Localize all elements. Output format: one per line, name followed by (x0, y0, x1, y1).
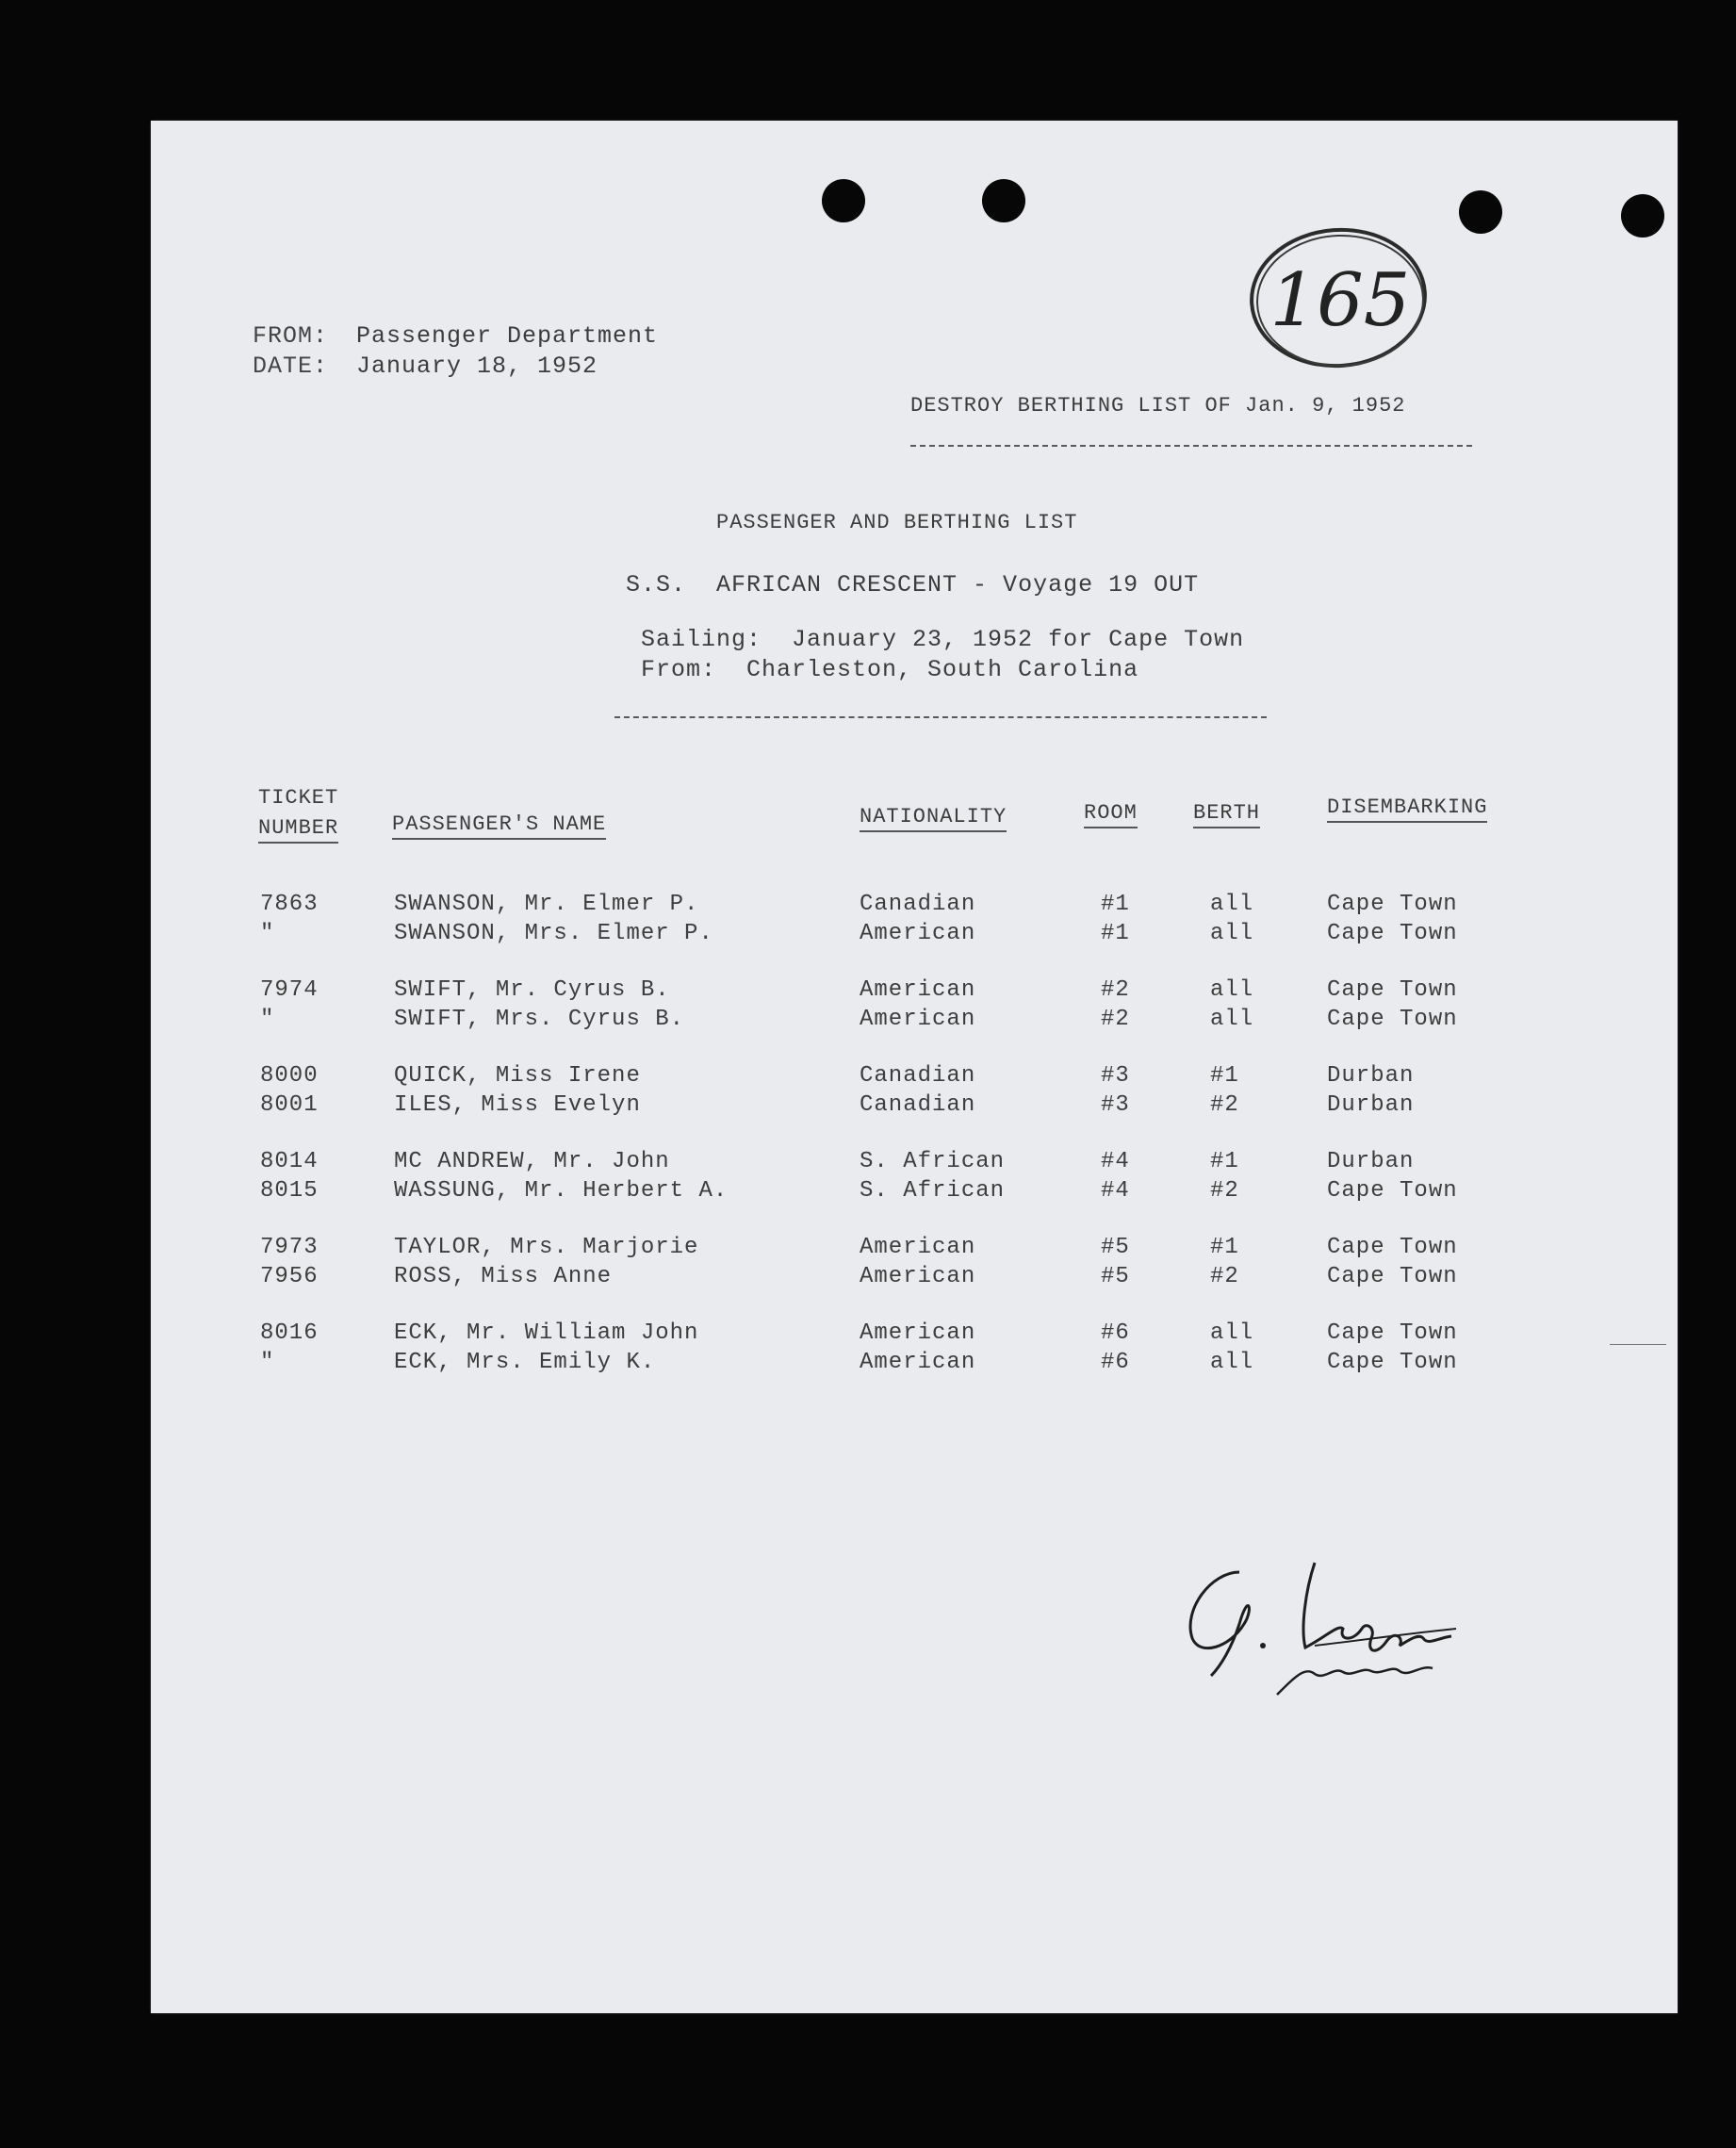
passenger-name: TAYLOR, Mrs. Marjorie (394, 1235, 699, 1260)
disembarking: Cape Town (1327, 1178, 1458, 1204)
berth: all (1210, 921, 1254, 946)
nationality: Canadian (860, 1092, 976, 1118)
ticket-number: 8016 (260, 1320, 319, 1346)
room: #5 (1101, 1264, 1130, 1289)
disembarking: Cape Town (1327, 1350, 1458, 1375)
disembarking: Cape Town (1327, 1235, 1458, 1260)
passenger-name: ILES, Miss Evelyn (394, 1092, 641, 1118)
ticket-number: 7974 (260, 977, 319, 1003)
nationality: American (860, 1320, 976, 1346)
header-room: ROOM (1084, 801, 1138, 828)
ticket-number: 7973 (260, 1235, 319, 1260)
disembarking: Cape Town (1327, 1264, 1458, 1289)
disembarking: Cape Town (1327, 892, 1458, 917)
disembarking: Durban (1327, 1092, 1415, 1118)
document-page (151, 121, 1678, 2013)
from-value: Passenger Department (356, 322, 659, 350)
punch-hole (1621, 194, 1664, 238)
room: #2 (1101, 1007, 1130, 1032)
disembarking: Cape Town (1327, 977, 1458, 1003)
master-signature (1173, 1534, 1522, 1704)
date-value: January 18, 1952 (356, 353, 598, 380)
berth: #2 (1210, 1092, 1239, 1118)
nationality: American (860, 1007, 976, 1032)
passenger-name: ROSS, Miss Anne (394, 1264, 613, 1289)
nationality: Canadian (860, 892, 976, 917)
berth: #2 (1210, 1264, 1239, 1289)
room: #5 (1101, 1235, 1130, 1260)
disembarking: Cape Town (1327, 1007, 1458, 1032)
berth: all (1210, 892, 1254, 917)
header-nationality: NATIONALITY (860, 805, 1007, 832)
ticket-number: " (260, 1007, 275, 1032)
room: #1 (1101, 921, 1130, 946)
destroy-note: DESTROY BERTHING LIST OF Jan. 9, 1952 (910, 394, 1406, 418)
room: #6 (1101, 1320, 1130, 1346)
ticket-number: " (260, 1350, 275, 1375)
nationality: American (860, 1350, 976, 1375)
nationality: American (860, 1235, 976, 1260)
room: #6 (1101, 1350, 1130, 1375)
margin-mark (1610, 1344, 1666, 1345)
passenger-name: WASSUNG, Mr. Herbert A. (394, 1178, 729, 1204)
punch-hole (822, 179, 865, 222)
berth: all (1210, 977, 1254, 1003)
header-ticket-1: TICKET (258, 786, 339, 810)
passenger-name: MC ANDREW, Mr. John (394, 1149, 670, 1174)
room: #3 (1101, 1092, 1130, 1118)
ticket-number: 8014 (260, 1149, 319, 1174)
berth: #1 (1210, 1063, 1239, 1089)
berth: #1 (1210, 1149, 1239, 1174)
room: #3 (1101, 1063, 1130, 1089)
ticket-number: 8015 (260, 1178, 319, 1204)
sailing-line: Sailing: January 23, 1952 for Cape Town (641, 626, 1245, 653)
ticket-number: 7863 (260, 892, 319, 917)
berth: all (1210, 1350, 1254, 1375)
page-number-stamp (1246, 220, 1431, 376)
ticket-number: 8001 (260, 1092, 319, 1118)
passenger-name: SWANSON, Mrs. Elmer P. (394, 921, 713, 946)
header-disembarking: DISEMBARKING (1327, 795, 1487, 823)
signature-text: G. Legnis Master (1343, 1702, 1352, 1703)
from-port-line: From: Charleston, South Carolina (641, 656, 1139, 683)
berth: all (1210, 1320, 1254, 1346)
ticket-number: " (260, 921, 275, 946)
berth: #1 (1210, 1235, 1239, 1260)
date-label: DATE: (253, 353, 329, 380)
header-berth: BERTH (1193, 801, 1260, 828)
berth: all (1210, 1007, 1254, 1032)
passenger-name: ECK, Mr. William John (394, 1320, 699, 1346)
room: #4 (1101, 1178, 1130, 1204)
passenger-name: QUICK, Miss Irene (394, 1063, 641, 1089)
from-label: FROM: (253, 322, 329, 350)
page-number: 165 (1269, 258, 1411, 343)
nationality: American (860, 1264, 976, 1289)
passenger-name: SWIFT, Mr. Cyrus B. (394, 977, 670, 1003)
header-ticket-2: NUMBER (258, 816, 338, 844)
disembarking: Cape Town (1327, 1320, 1458, 1346)
passenger-name: ECK, Mrs. Emily K. (394, 1350, 656, 1375)
passenger-name: SWIFT, Mrs. Cyrus B. (394, 1007, 685, 1032)
nationality: Canadian (860, 1063, 976, 1089)
passenger-name: SWANSON, Mr. Elmer P. (394, 892, 699, 917)
room: #1 (1101, 892, 1130, 917)
nationality: S. African (860, 1149, 1006, 1174)
destroy-note-underline (910, 445, 1472, 447)
punch-hole (982, 179, 1025, 222)
ticket-number: 8000 (260, 1063, 319, 1089)
title-underline (614, 716, 1267, 718)
room: #2 (1101, 977, 1130, 1003)
room: #4 (1101, 1149, 1130, 1174)
nationality: S. African (860, 1178, 1006, 1204)
disembarking: Cape Town (1327, 921, 1458, 946)
disembarking: Durban (1327, 1063, 1415, 1089)
ticket-number: 7956 (260, 1264, 319, 1289)
nationality: American (860, 977, 976, 1003)
disembarking: Durban (1327, 1149, 1415, 1174)
header-name: PASSENGER'S NAME (392, 812, 606, 840)
berth: #2 (1210, 1178, 1239, 1204)
punch-hole (1459, 190, 1502, 234)
nationality: American (860, 921, 976, 946)
ship-line: S.S. AFRICAN CRESCENT - Voyage 19 OUT (626, 571, 1200, 598)
list-title: PASSENGER AND BERTHING LIST (716, 511, 1078, 534)
